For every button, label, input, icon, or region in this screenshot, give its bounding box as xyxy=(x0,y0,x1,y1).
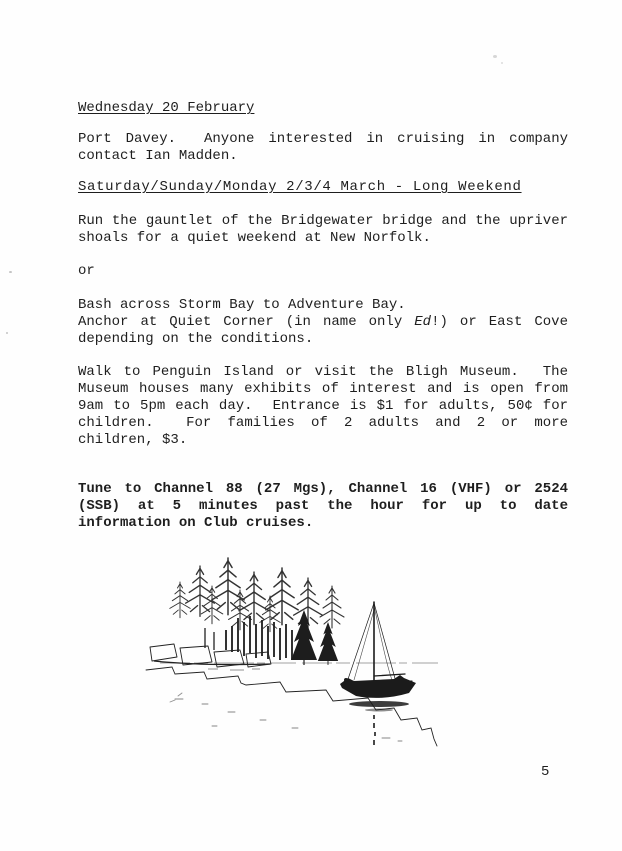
dark-fir-icon xyxy=(291,610,338,665)
text-line: 9am to 5pm each day. Entrance is $1 for adults, 50¢ for xyxy=(78,398,568,414)
text-line: contact Ian Madden. xyxy=(78,148,238,164)
scan-speck xyxy=(9,271,12,273)
text-line: Museum houses many exhibits of interest and is open from xyxy=(78,381,568,397)
text-line: shoals for a quiet weekend at New Norfolk. xyxy=(78,230,431,246)
shoreline-sailboat-illustration xyxy=(142,552,472,752)
paragraph-adventure-bay xyxy=(78,297,568,348)
text-line: Run the gauntlet of the Bridgewater bridge and the upriver xyxy=(78,213,568,229)
shore-rocks xyxy=(150,644,271,670)
text-line: Walk to Penguin Island or visit the Bligh Museum. The xyxy=(78,364,568,380)
paragraph-penguin-island xyxy=(78,364,568,449)
text-line: children, $3. xyxy=(78,432,188,448)
sailboat-icon xyxy=(340,602,416,698)
pine-trees-icon xyxy=(170,558,344,632)
text-line: Tune to Channel 88 (27 Mgs), Channel 16 (VHF) or 2524 xyxy=(78,481,568,497)
text-line: Port Davey. Anyone interested in cruising in company xyxy=(78,131,568,147)
text-line: (SSB) at 5 minutes past the hour for up to date xyxy=(78,498,568,514)
text-line: depending on the conditions. xyxy=(78,331,314,347)
text-segment: Anchor at Quiet Corner (in name only xyxy=(78,314,415,330)
scan-speck xyxy=(501,62,503,64)
heading-wednesday-20-february: Wednesday 20 February xyxy=(78,100,255,116)
paragraph-new-norfolk xyxy=(78,213,568,247)
page-number: 5 xyxy=(541,764,550,780)
text-line: Bash across Storm Bay to Adventure Bay. xyxy=(78,297,406,313)
paragraph-radio-schedule xyxy=(78,481,568,532)
text-or: or xyxy=(78,263,95,279)
heading-long-weekend: Saturday/Sunday/Monday 2/3/4 March - Long Weekend xyxy=(78,179,522,195)
text-line xyxy=(78,314,568,331)
boat-reflection xyxy=(349,701,409,745)
scan-speck xyxy=(493,55,497,58)
text-segment: !) or East Cove xyxy=(431,314,568,330)
text-line: information on Club cruises. xyxy=(78,515,314,531)
scan-speck xyxy=(6,332,8,334)
text-line: children. For families of 2 adults and 2 or more xyxy=(78,415,568,431)
paragraph-port-davey xyxy=(78,131,568,165)
editor-note-italic: Ed xyxy=(414,314,432,330)
